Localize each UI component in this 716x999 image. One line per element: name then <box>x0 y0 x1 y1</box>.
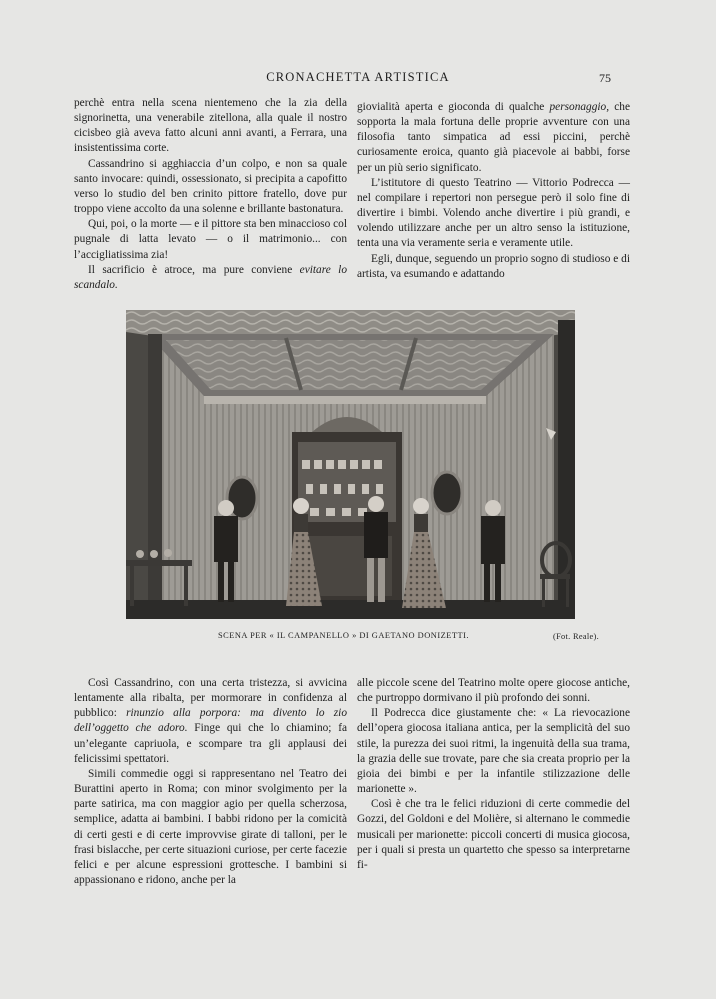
paragraph <box>357 100 630 176</box>
running-head: CRONACHETTA ARTISTICA <box>266 70 450 84</box>
stage-illustration <box>126 310 575 619</box>
column-top-right <box>357 100 630 282</box>
photo-credit: (Fot. Reale). <box>553 632 599 641</box>
paragraph: Così è che tra le felici riduzioni di certe commedie del Gozzi, del Goldoni e del Molière, si alternano le commedie musicali per marionette: piccoli concerti di musica giocosa, per i quali si presta un quartetto che spesso sa interpretarne fi- <box>357 798 630 871</box>
paragraph-text: Finge qui che lo chiamino; fa un’elegante capriuola, e scompare tra gli applausi dei felicissimi spettatori. <box>74 722 348 765</box>
italic-word: personaggio, <box>549 101 610 113</box>
paragraph-text: Il sacrificio è atroce, ma pure conviene <box>88 263 300 276</box>
marionette-stage-photo <box>126 310 575 619</box>
paragraph-text: giovialità aperta e gioconda di qualche <box>357 101 550 113</box>
paragraph: Cassandrino si agghiaccia d’un colpo, e non sa quale santo invocare: quindi, ossessionato, si precipita a capofitto verso lo studio del ben crinito pittore fratello, dove pur troppo viene accolto da una solenne e brillante bastonatura. <box>74 157 347 216</box>
italic-phrase: evitare lo scandalo. <box>74 263 347 291</box>
paragraph <box>74 263 347 293</box>
paragraph: alle piccole scene del Teatrino molte opere giocose antiche, che purtroppo dormivano il più profondo dei sonni. <box>357 677 630 705</box>
paragraph: Egli, dunque, seguendo un proprio sogno di studioso e di artista, va esumando e adattando <box>357 252 630 280</box>
column-top-left <box>74 96 347 293</box>
figure-caption: SCENA PER « IL CAMPANELLO » DI GAETANO DONIZETTI. <box>218 631 469 640</box>
paragraph: perchè entra nella scena nientemeno che la zia della signorinetta, una venerabile zitellona, alla quale il nostro cicisbeo già aveva fatto alcuni anni avanti, a Ferrara, una insistentissima corte. <box>74 97 347 155</box>
paragraph <box>74 676 347 767</box>
paragraph: Il Podrecca dice giustamente che: « La rievocazione dell’opera giocosa italiana antica, per la semplicità del suo stile, la purezza dei suoi ritmi, la ingenuità della sua trama, la grazia delle sue trovate, pare che sia creata proprio per la gioia dei bimbi e per la infantile stilizzazione delle marionette ». <box>357 707 630 796</box>
paragraph-text: che sopporta la mala fortuna delle proprie avventure con una filosofia tanto simpatica ad essi piccini, perchè curiosamente eroica, quanto già piacevole ai babbi, forse per un più serio significato. <box>357 101 631 174</box>
column-bottom-right <box>357 676 630 873</box>
paragraph: Qui, poi, o la morte — e il pittore sta ben minaccioso col pugnale di latta levato — o il matrimonio... con l’accigliatissima zia! <box>74 218 347 261</box>
column-bottom-left <box>74 676 347 888</box>
paragraph: Simili commedie oggi si rappresentano nel Teatro dei Burattini aperto in Roma; con minor svolgimento per la parte satirica, ma con maggior agio per quella scherzosa, semplice, adatta ai bambini. I babbi ridono per la comicità di certi gesti e di certe improvvise girate di talloni, per le frasi bislacche, per certe situazioni curiose, per certe facezie felici e per alcune espressioni grottesche. I bambini si appassionano e ridono, anche per la <box>74 767 347 887</box>
paragraph: L’istitutore di questo Teatrino — Vittorio Podrecca — nel compilare i repertori non persegue però il solo fine di divertire i bimbi. Volendo anche divertire i più grandi, e volendo utilizzare anche per un altro senso la istituzione, tenta una via veramente seria e veramente utile. <box>357 176 630 250</box>
paragraph-text: Così Cassandrino, con una certa tristezza, si avvicina lentamente alla ribalta, per mormorare in confidenza al pubblico: <box>74 677 347 720</box>
page-number: 75 <box>599 71 611 85</box>
italic-phrase: rinunzio alla porpora: ma divento lo zio dell’oggetto che adoro. <box>74 707 348 735</box>
